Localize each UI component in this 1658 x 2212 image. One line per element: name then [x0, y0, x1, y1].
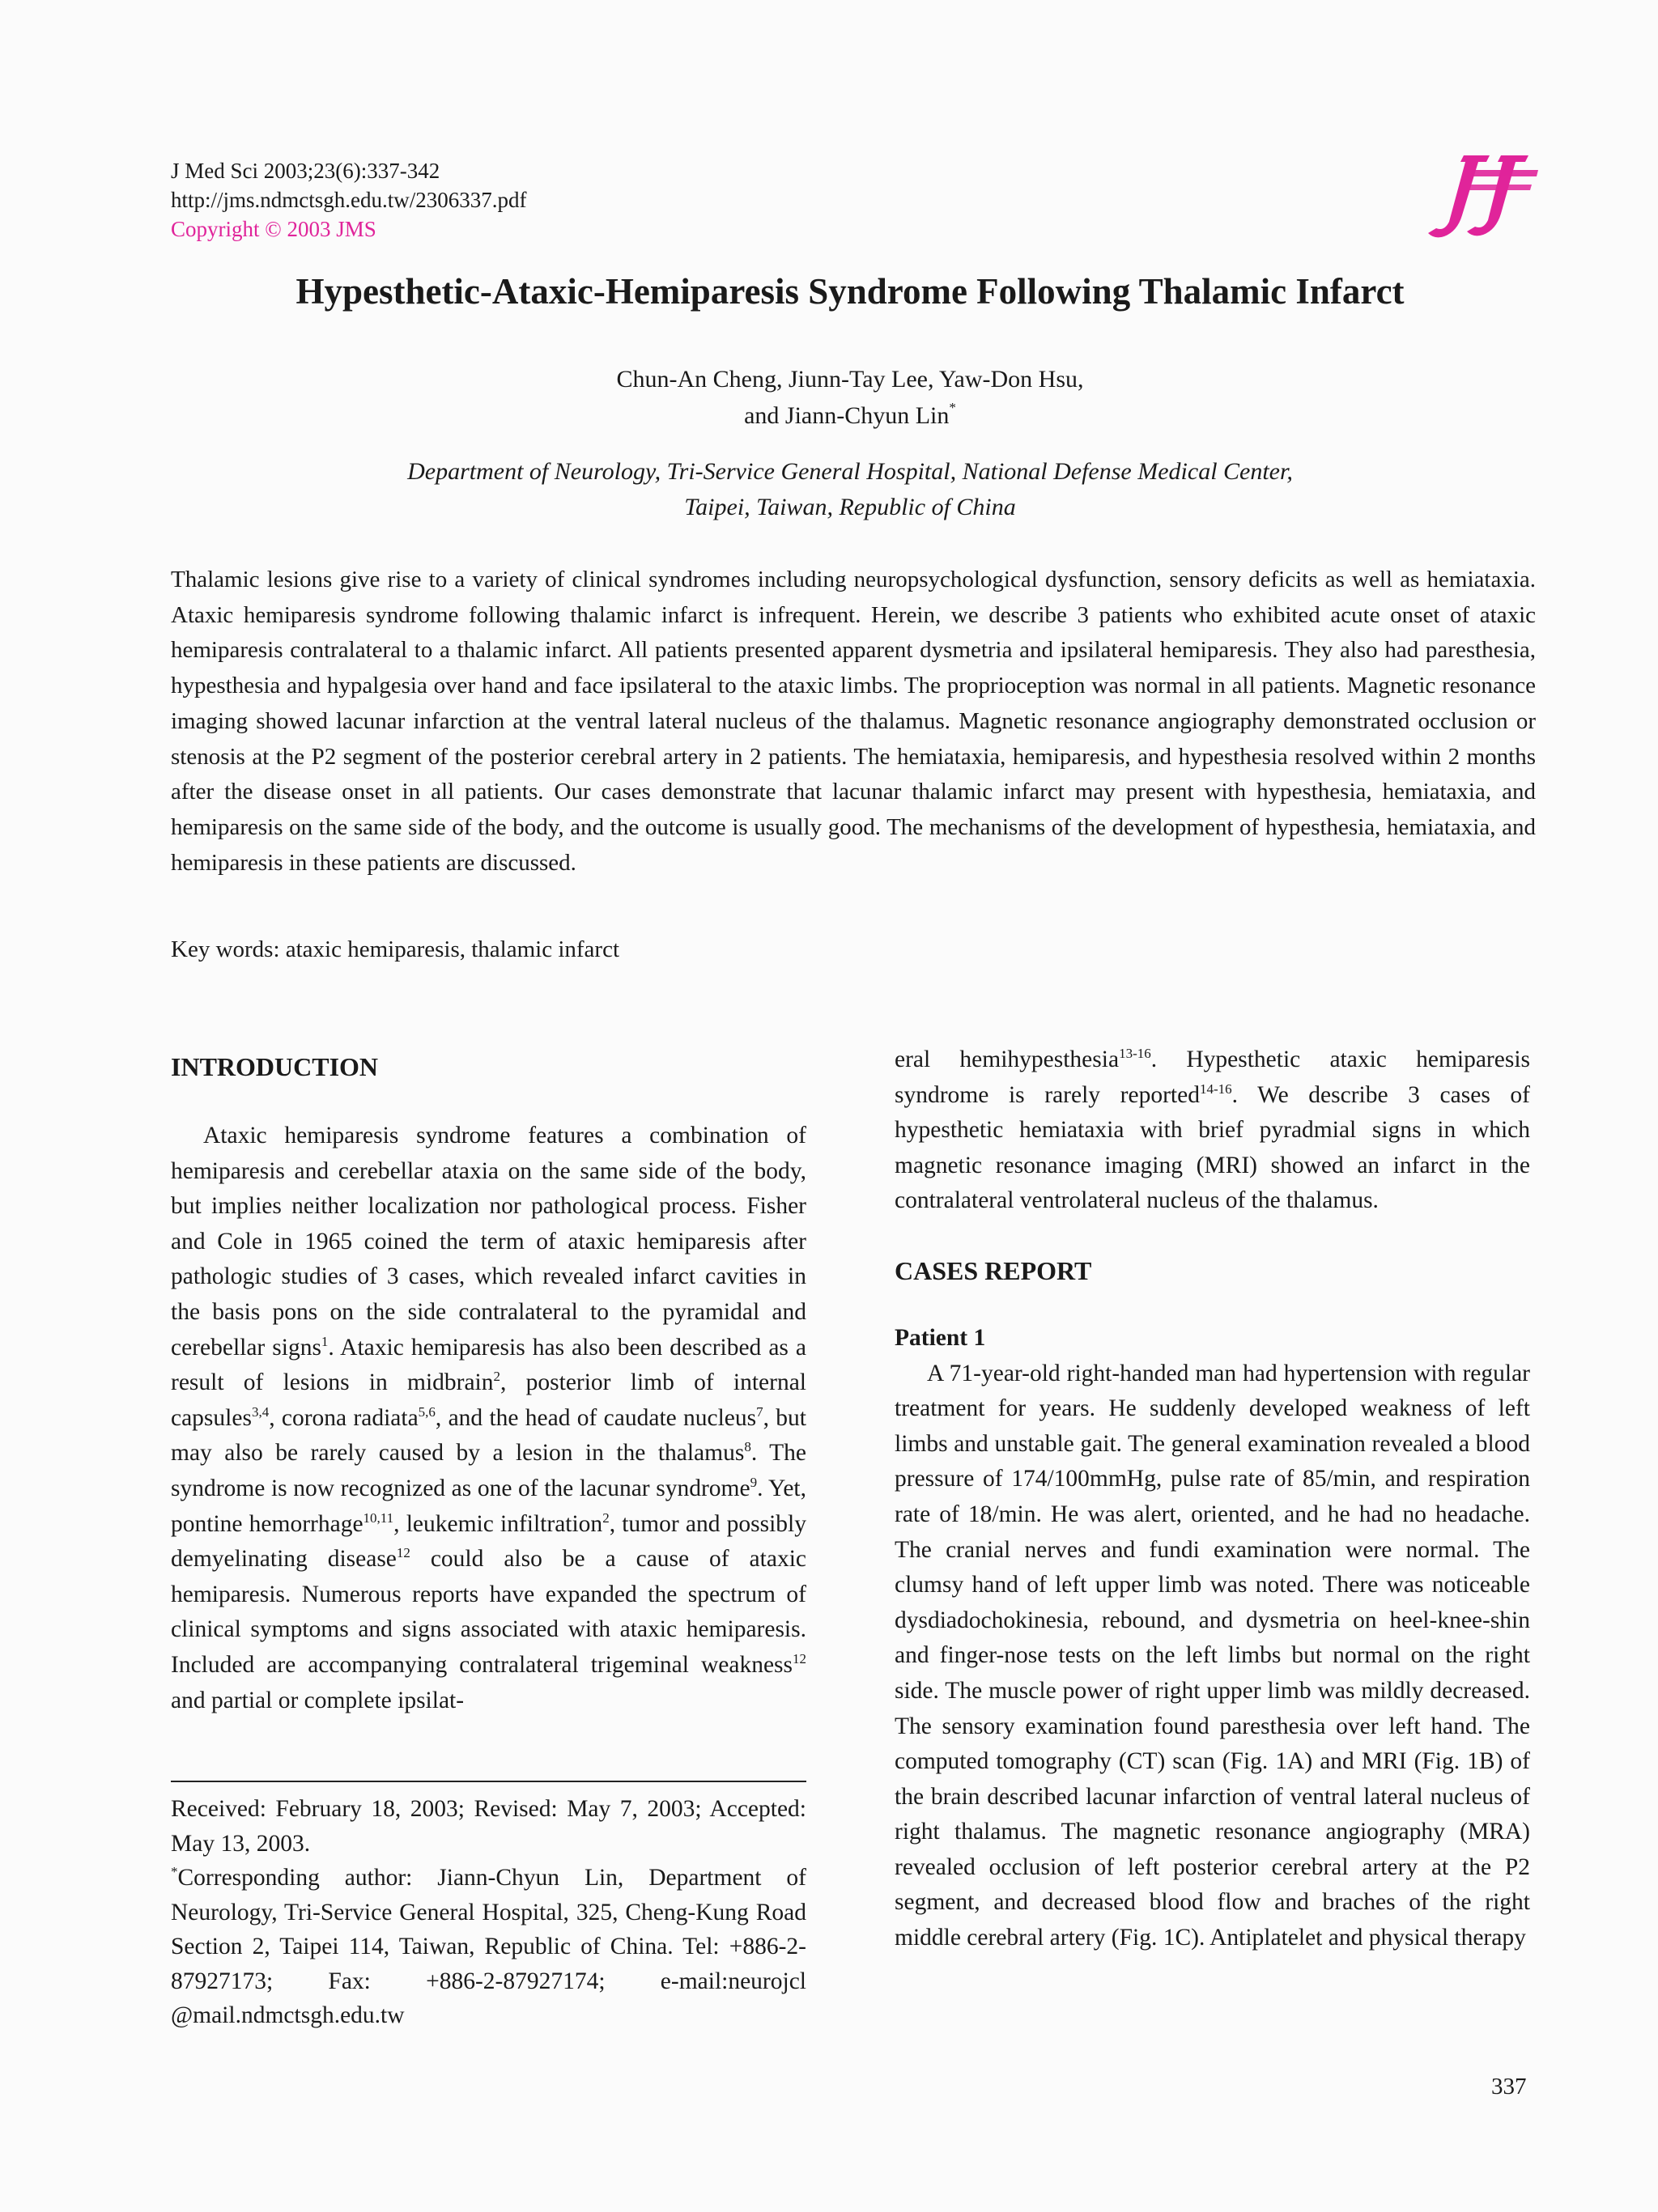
left-column [171, 1049, 806, 1718]
page-number: 337 [1491, 2074, 1527, 2099]
received-dates: Received: February 18, 2003; Revised: May 7, 2003; Accepted: May 13, 2003. [171, 1796, 806, 1857]
copyright-line: Copyright © 2003 JMS [171, 217, 376, 241]
journal-logo-icon [1426, 152, 1538, 243]
author-list [162, 361, 1538, 434]
authors-line-2: and Jiann-Chyun Lin* [744, 400, 956, 429]
patient-1-paragraph: A 71-year-old right-handed man had hypertension with regular treatment for years. He suddenly developed weakness of left limbs and unstable gait. The general examination revealed a blood pressure of 174/100mmHg, pulse rate of 85/min, and respiration rate of 18/min. He was alert, oriented, and he had no headache. The cranial nerves and fundi examination were normal. The clumsy hand of left upper limb was noted. There was noticeable dysdiadochokinesia, rebound, and dysmetria on heel-knee-shin and finger-nose tests on the left limbs but normal on the right side. The muscle power of right upper limb was mildly decreased. The sensory examination found paresthesia over left hand. The computed tomography (CT) scan (Fig. 1A) and MRI (Fig. 1B) of the brain described lacunar infarction of ventral lateral nucleus of right thalamus. The magnetic resonance angiography (MRA) revealed occlusion of left posterior cerebral artery at the P2 segment, and decreased blood flow and braches of the right middle cerebral artery (Fig. 1C). Antiplatelet and physical therapy [895, 1360, 1530, 1951]
right-column [895, 1042, 1530, 1956]
introduction-continued: eral hemihypesthesia$^{13-16}$. Hypesthetic ataxic hemiparesis syndrome is rarely reported$^{14-16}$. We describe 3 cases of hypesthetic hemiataxia with brief pyradmial signs in which magnetic resonance imaging (MRI) showed an infarct in the contralateral ventrolateral nucleus of the thalamus. [895, 1046, 1531, 1214]
affiliation-line-1: Department of Neurology, Tri-Service General Hospital, National Defense Medical Center, [407, 458, 1293, 485]
footnote-divider [171, 1781, 806, 1782]
journal-header [171, 156, 527, 244]
corresponding-mark: * [949, 400, 956, 415]
authors-line-1: Chun-An Cheng, Jiunn-Tay Lee, Yaw-Don Hsu, [616, 366, 1084, 393]
cases-report-heading: CASES REPORT [895, 1255, 1092, 1285]
abstract: Thalamic lesions give rise to a variety of clinical syndromes including neuropsychological dysfunction, sensory deficits as well as hemiataxia. Ataxic hemiparesis syndrome following thalamic infarct is infrequent. Herein, we describe 3 patients who exhibited acute onset of ataxic hemiparesis contralateral to a thalamic infarct. All patients presented apparent dysmetria and ipsilateral hemiparesis. They also had paresthesia, hypesthesia and hypalgesia over hand and face ipsilateral to the ataxic limbs. The proprioception was normal in all patients. Magnetic resonance imaging showed lacunar infarction at the ventral lateral nucleus of the thalamus. Magnetic resonance angiography demonstrated occlusion or stenosis at the P2 segment of the posterior cerebral artery in 2 patients. The hemiataxia, hemiparesis, and hypesthesia resolved within 2 months after the disease onset in all patients. Our cases demonstrate that lacunar thalamic infarct may present with hypesthesia, hemiataxia, and hemiparesis on the same side of the body, and the outcome is usually good. The mechanisms of the development of hypesthesia, hemiataxia, and hemiparesis in these patients are discussed. [171, 567, 1536, 876]
journal-url[interactable]: http://jms.ndmctsgh.edu.tw/2306337.pdf [171, 188, 527, 212]
footnote [171, 1792, 806, 2033]
patient-1-heading: Patient 1 [895, 1324, 986, 1351]
affiliation [162, 454, 1538, 525]
affiliation-line-2: Taipei, Taiwan, Republic of China [684, 494, 1016, 520]
keywords: Key words: ataxic hemiparesis, thalamic infarct [171, 936, 620, 962]
introduction-heading: INTRODUCTION [171, 1052, 379, 1081]
journal-citation: J Med Sci 2003;23(6):337-342 [171, 159, 440, 183]
introduction-paragraph: Ataxic hemiparesis syndrome features a combination of hemiparesis and cerebellar ataxia on the same side of the body, but implies neither localization nor pathological process. Fisher and Cole in 1965 coined the term of ataxic hemiparesis after pathologic studies of 3 cases, which revealed infarct cavities in the basis pons on the side contralateral to the pyramidal and cerebellar signs$^1$. Ataxic hemiparesis has also been described as a result of lesions in midbrain$^2$, posterior limb of internal capsules$^{3,4}$, corona radiata$^{5,6}$, and the head of caudate nucleus$^7$, but may also be rarely caused by a lesion in the thalamus$^8$. The syndrome is now recognized as one of the lacunar syndrome$^9$. Yet, pontine hemorrhage$^{10,11}$, leukemic infiltration$^2$, tumor and possibly demyelinating disease$^{12}$ could also be a cause of ataxic hemiparesis. Numerous reports have expanded the spectrum of clinical symptoms and signs associated with ataxic hemiparesis. Included are accompanying contralateral trigeminal weakness$^{12}$ and partial or complete ipsilat- [171, 1123, 807, 1713]
paper-title: Hypesthetic-Ataxic-Hemiparesis Syndrome Following Thalamic Infarct [295, 271, 1405, 312]
corresponding-author: *Corresponding author: Jiann-Chyun Lin, Department of Neurology, Tri-Service General Hospital, 325, Cheng-Kung Road Section 2, Taipei 114, Taiwan, Republic of China. Tel: +886-2-87927173; Fax: +886-2-87927174; e-mail:neurojcl @mail.ndmctsgh.edu.tw [171, 1864, 806, 2028]
